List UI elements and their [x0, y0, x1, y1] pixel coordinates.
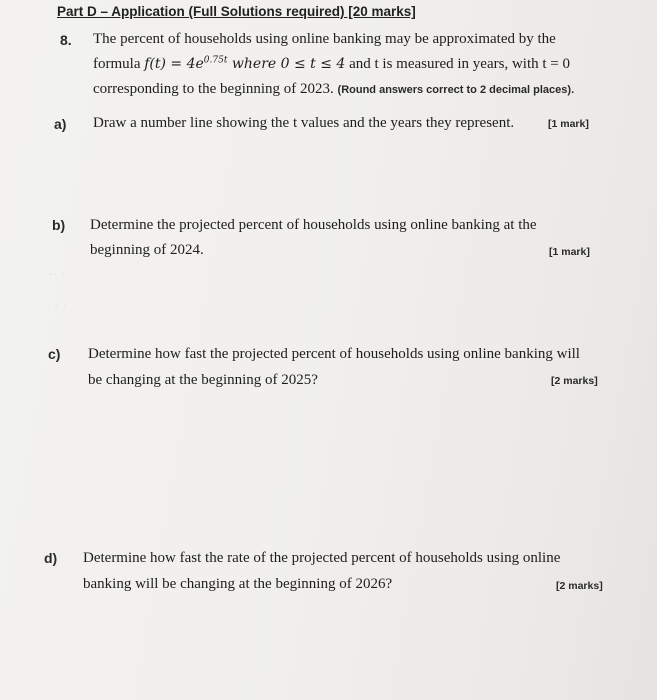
part-c-line-2: be changing at the beginning of 2025?	[88, 372, 318, 388]
formula: $f(t) = 4e^{0.75t}$	[144, 55, 228, 72]
formula-domain: where 0 ≤ t ≤ 4	[227, 56, 346, 72]
part-c-label: c)	[48, 346, 61, 362]
question-line-2	[93, 56, 570, 73]
part-a-label: a)	[54, 116, 67, 132]
part-c-marks: [2 marks]	[551, 375, 598, 387]
part-a-text: Draw a number line showing the t values and the years they represent.	[93, 115, 515, 131]
part-b-label: b)	[52, 217, 66, 233]
bleed-through-mark: · · ·	[46, 300, 67, 315]
part-a-marks: [1 mark]	[548, 118, 589, 130]
part-d-line-2: banking will be changing at the beginning of 2026?	[83, 576, 393, 592]
part-d-line-1: Determine how fast the rate of the projected percent of households using online	[83, 550, 561, 566]
part-d-label: d)	[44, 550, 58, 566]
part-b-marks: [1 mark]	[549, 246, 590, 258]
question-number: 8.	[60, 32, 72, 48]
part-c-line-1: Determine how fast the projected percent of households using online banking will	[88, 346, 580, 362]
part-b-line-2: beginning of 2024.	[90, 242, 204, 258]
formula-prefix: formula	[93, 56, 145, 72]
question-line-3: corresponding to the beginning of 2023. (Round answers correct to 2 decimal places).	[93, 81, 575, 97]
question-line-1: The percent of households using online banking may be approximated by the	[93, 31, 556, 47]
bleed-through-mark: ·· ·	[48, 268, 66, 283]
formula-exponent: 0.75t	[203, 55, 228, 66]
part-b-line-1: Determine the projected percent of households using online banking at the	[90, 217, 537, 233]
rounding-note: (Round answers correct to 2 decimal places).	[337, 84, 575, 96]
formula-suffix: and t is measured in years, with t = 0	[345, 56, 570, 72]
part-d-marks: [2 marks]	[556, 580, 603, 592]
section-header: Part D – Application (Full Solutions required) [20 marks]	[57, 4, 416, 19]
